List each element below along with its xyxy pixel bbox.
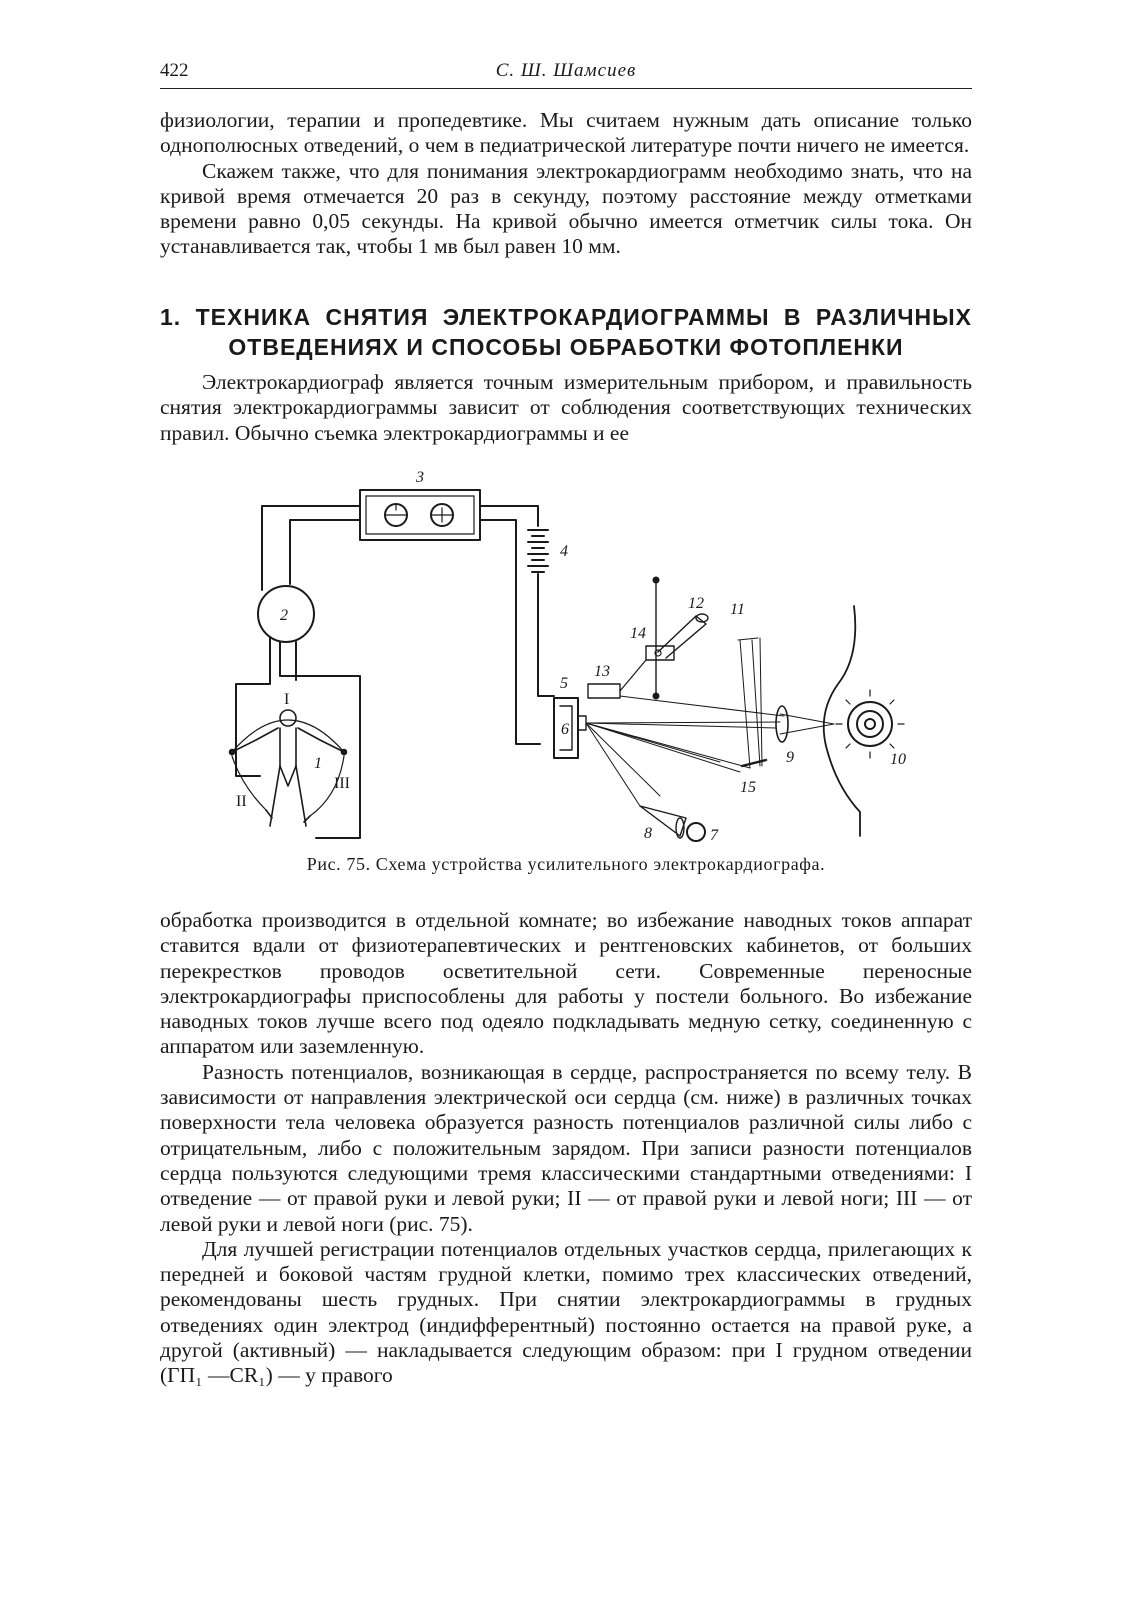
running-head	[160, 58, 972, 89]
film-curve	[824, 606, 860, 836]
recording-drum	[836, 690, 904, 758]
string-galvanometer	[554, 698, 586, 758]
label-3: 3	[416, 469, 424, 486]
body-paragraph-2: Разность потенциалов, возникающая в сердце, распространяется по всему телу. В зависимости от направления электрической оси сердца (см. ниже) в различных точках поверхности тела человека образуется разность потенциалов различной силы либо с отрицательным, либо с положительным зарядом. При записи разности потенциалов сердца пользуются следующими тремя классическими стандартными отведениями: I отведение — от правой руки и левой руки; II — от правой руки и левой ноги; III — от левой руки и левой ноги (рис. 75).	[160, 1059, 972, 1236]
section-paragraph-1: Электрокардиограф является точным измерительным прибором, и правильность снятия электрокардиограммы зависит от соблюдения соответствующих технических правил. Обычно съемка электрокардиограммы и ее	[160, 370, 972, 445]
electrocardiograph-diagram	[220, 466, 920, 846]
label-10: 10	[890, 751, 906, 768]
intro-paragraph-1: физиологии, терапии и пропедевтике. Мы считаем нужным дать описание только однополюсных отведений, о чем в педиатрической литературе почти ничего не имеется.	[160, 108, 972, 158]
section-heading	[160, 302, 972, 362]
label-12: 12	[688, 595, 704, 612]
label-4: 4	[560, 543, 568, 560]
section-text	[160, 370, 972, 446]
intro-paragraph-2: Скажем также, что для понимания электрокардиограмм необходимо знать, что на кривой время отмечается 20 раз в секунду, поэтому расстояние между отметками времени равно 0,05 секунды. На кривой обычно имеется отметчик силы тока. Он устанавливается так, чтобы 1 мв был равен 10 мм.	[160, 158, 972, 259]
figure-75	[220, 466, 920, 846]
intro-text	[160, 108, 972, 260]
label-lead-ii: II	[236, 793, 247, 810]
label-11: 11	[730, 601, 745, 618]
label-2: 2	[280, 607, 288, 624]
section-heading-line-1: 1. ТЕХНИКА СНЯТИЯ ЭЛЕКТРОКАРДИОГРАММЫ В РАЗЛИЧНЫХ	[160, 304, 972, 330]
body-paragraph-3: Для лучшей регистрации потенциалов отдельных участков сердца, прилегающих к передней и боковой частям грудной клетки, помимо трех классических отведений, рекомендованы шесть грудных. При снятии электрокардиограммы в грудных отведениях один электрод (индифферентный) постоянно остается на правой руке, а другой (активный) — накладывается следующим образом: при I грудном отведении (ГП₁ —CR₁) — у правого	[160, 1236, 972, 1388]
light-beams	[586, 638, 834, 806]
section-heading-line-2: ОТВЕДЕНИЯХ И СПОСОБЫ ОБРАБОТКИ ФОТОПЛЕНКИ	[228, 334, 904, 360]
label-1: 1	[314, 755, 322, 772]
amplifier-box	[360, 490, 480, 540]
page-number: 422	[160, 60, 189, 81]
label-6: 6	[561, 721, 569, 738]
label-8: 8	[644, 825, 652, 842]
label-15: 15	[740, 779, 756, 796]
label-14: 14	[630, 625, 646, 642]
battery	[528, 530, 554, 696]
running-title: С. Ш. Шамсиев	[495, 60, 637, 81]
label-13: 13	[594, 663, 610, 680]
label-lead-iii: III	[334, 775, 350, 792]
label-lead-i: I	[284, 691, 290, 708]
figure-caption: Рис. 75. Схема устройства усилительного электрокардиографа.	[306, 854, 826, 874]
body-text	[160, 908, 972, 1389]
body-paragraph-1: обработка производится в отдельной комнате; во избежание наводных токов аппарат ставится вдали от физиотерапевтических и рентгеновских кабинетов, от больших перекрестков проводов осветительной сети. Современные переносные электрокардиографы приспособлены для работы у постели больного. Во избежание наводных токов лучше всего под одеяло подкладывать медную сетку, соединенную с аппаратом или заземленную.	[160, 908, 972, 1059]
label-5: 5	[560, 675, 568, 692]
label-9: 9	[786, 749, 794, 766]
lens	[776, 706, 788, 742]
human-figure	[230, 710, 347, 826]
label-7: 7	[710, 827, 718, 844]
